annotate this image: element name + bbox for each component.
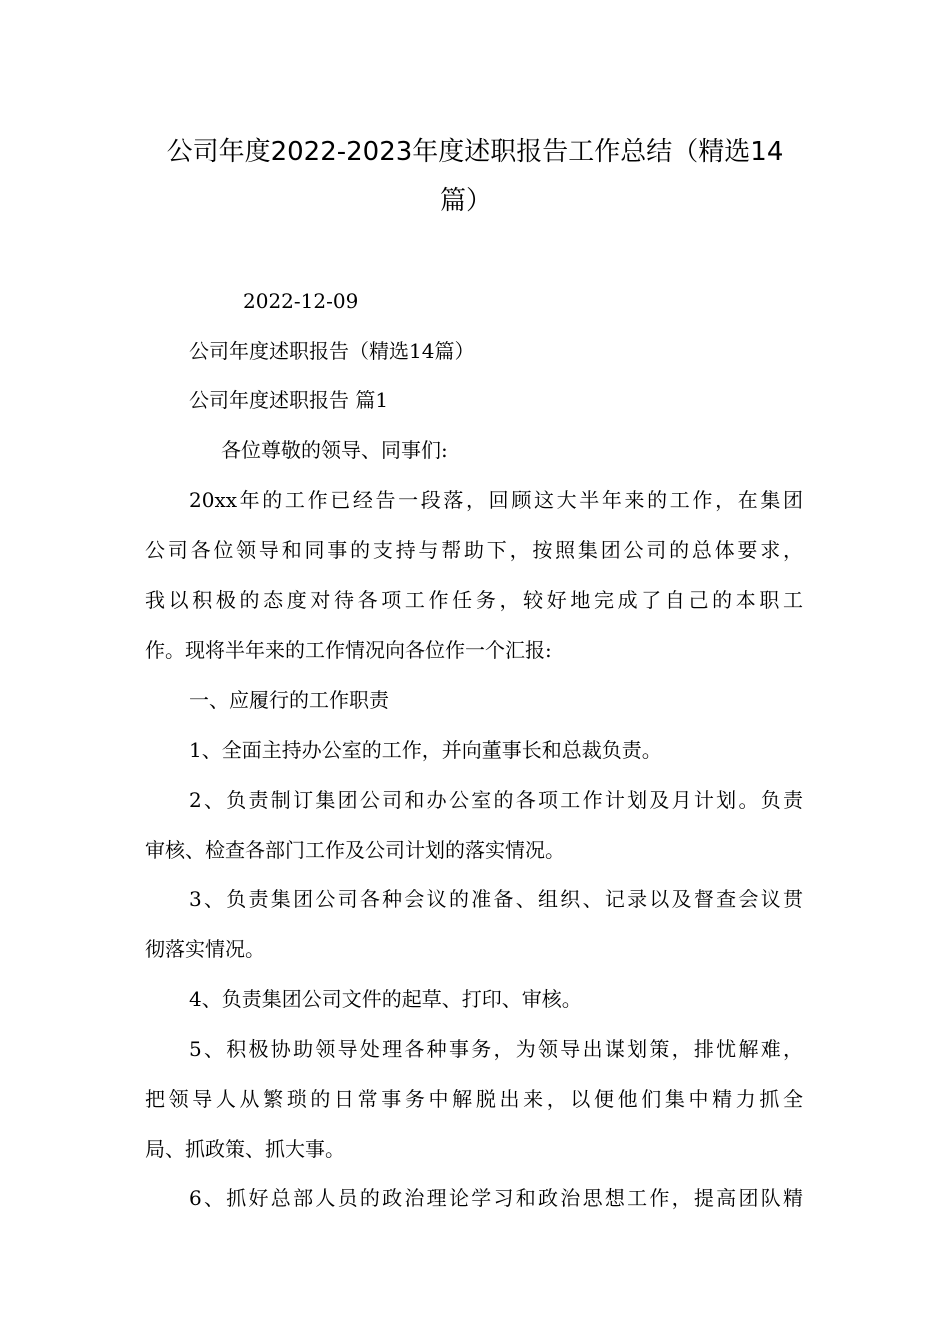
greeting-line: 各位尊敬的领导、同事们: (221, 438, 448, 462)
section-heading: 公司年度述职报告 篇1 (189, 388, 389, 412)
list-item: 5、积极协助领导处理各种事务，为领导出谋划策，排忧解难， (189, 1037, 803, 1061)
list-item: 4、负责集团公司文件的起草、打印、审核。 (189, 987, 582, 1011)
list-item-continued: 把领导人从繁琐的日常事务中解脱出来，以便他们集中精力抓全 (145, 1087, 803, 1111)
list-item-continued: 审核、检查各部门工作及公司计划的落实情况。 (145, 838, 565, 862)
list-item-continued: 彻落实情况。 (145, 937, 265, 961)
list-heading: 一、应履行的工作职责 (189, 688, 389, 712)
list-item: 6、抓好总部人员的政治理论学习和政治思想工作，提高团队精 (189, 1186, 803, 1210)
paragraph-line: 20xx年的工作已经告一段落，回顾这大半年来的工作，在集团 (189, 488, 803, 512)
list-item-continued: 局、抓政策、抓大事。 (145, 1137, 345, 1161)
paragraph-line: 作。现将半年来的工作情况向各位作一个汇报: (145, 638, 552, 662)
list-item: 3、负责集团公司各种会议的准备、组织、记录以及督查会议贯 (189, 887, 803, 911)
paragraph-line: 公司各位领导和同事的支持与帮助下，按照集团公司的总体要求， (145, 538, 803, 562)
document-subtitle: 公司年度述职报告（精选14篇） (189, 339, 475, 363)
document-date: 2022-12-09 (243, 289, 359, 313)
document-title-line-2: 篇） (440, 186, 493, 216)
document-title-line-1: 公司年度2022-2023年度述职报告工作总结（精选14 (166, 137, 784, 167)
paragraph-line: 我以积极的态度对待各项工作任务，较好地完成了自己的本职工 (145, 588, 803, 612)
list-item: 2、负责制订集团公司和办公室的各项工作计划及月计划。负责 (189, 788, 803, 812)
list-item: 1、全面主持办公室的工作，并向董事长和总裁负责。 (189, 738, 662, 762)
